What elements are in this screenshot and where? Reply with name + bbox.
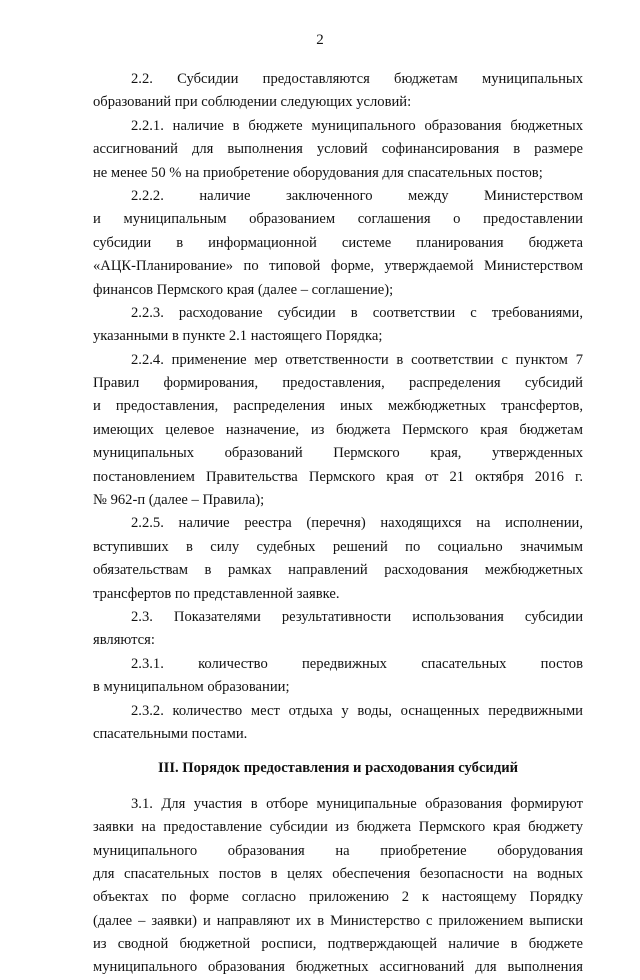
page-number: 2 bbox=[316, 32, 324, 48]
text-line: 2.2.3. расходование субсидии в соответствии с требованиями, bbox=[131, 304, 583, 321]
text-line: для спасательных постов в целях обеспечения безопасности на водных bbox=[93, 865, 583, 882]
text-line: и предоставления, распределения иных межбюджетных трансфертов, bbox=[93, 398, 583, 415]
text-line: заявки на предоставление субсидии из бюджета Пермского края бюджету bbox=[93, 819, 583, 836]
text-line: Правил формирования, предоставления, распределения субсидий bbox=[93, 375, 583, 392]
text-line: субсидии в информационной системе планирования бюджета bbox=[93, 234, 583, 251]
text-line: и муниципальным образованием соглашения о предоставлении bbox=[93, 211, 583, 228]
text-line: вступивших в силу судебных решений по социально значимым bbox=[93, 538, 583, 555]
text-line: ассигнований для выполнения условий софинансирования в размере bbox=[93, 141, 583, 158]
document-body bbox=[93, 68, 583, 980]
text-line: указанными в пункте 2.1 настоящего Порядка; bbox=[93, 328, 383, 345]
text-line: являются: bbox=[93, 632, 155, 649]
text-line: 2.2.4. применение мер ответственности в соответствии с пунктом 7 bbox=[131, 351, 583, 368]
text-line: муниципальных образований Пермского края, утвержденных bbox=[93, 445, 583, 462]
text-line: из сводной бюджетной росписи, подтверждающей наличие в бюджете bbox=[93, 936, 583, 953]
text-line: 2.3. Показателями результативности использования субсидии bbox=[131, 608, 583, 625]
text-line: 2.2. Субсидии предоставляются бюджетам муниципальных bbox=[131, 71, 583, 87]
section-heading: III. Порядок предоставления и расходования субсидий bbox=[157, 760, 519, 777]
text-line: 3.1. Для участия в отборе муниципальные образования формируют bbox=[131, 795, 583, 812]
text-line: обязательствам в рамках направлений расходования межбюджетных bbox=[93, 562, 583, 579]
text-line: 2.2.1. наличие в бюджете муниципального образования бюджетных bbox=[131, 117, 583, 134]
text-line: в муниципальном образовании; bbox=[93, 679, 290, 696]
text-line: 2.2.2. наличие заключенного между Министерством bbox=[131, 187, 583, 204]
text-line: не менее 50 % на приобретение оборудования для спасательных постов; bbox=[93, 164, 543, 181]
text-line: муниципального образования бюджетных ассигнований для выполнения bbox=[93, 959, 583, 976]
text-line: 2.2.5. наличие реестра (перечня) находящихся на исполнении, bbox=[131, 515, 583, 532]
text-line: (далее – заявки) и направляют их в Министерство с приложением выписки bbox=[93, 912, 583, 929]
text-line: № 962-п (далее – Правила); bbox=[93, 492, 265, 509]
text-line: 2.3.2. количество мест отдыха у воды, оснащенных передвижными bbox=[131, 702, 583, 719]
text-line: 2.3.1. количество передвижных спасательных постов bbox=[131, 655, 583, 672]
text-line: имеющих целевое назначение, из бюджета Пермского края бюджетам bbox=[93, 421, 583, 438]
text-line: спасательными постами. bbox=[93, 725, 248, 742]
text-line: объектах по форме согласно приложению 2 к настоящему Порядку bbox=[93, 889, 583, 906]
text-line: трансфертов по представленной заявке. bbox=[93, 585, 340, 602]
text-line: образований при соблюдении следующих условий: bbox=[93, 94, 412, 111]
text-line: постановлением Правительства Пермского края от 21 октября 2016 г. bbox=[93, 468, 583, 485]
text-line: «АЦК-Планирование» по типовой форме, утверждаемой Министерством bbox=[93, 258, 583, 275]
text-line: муниципального образования на приобретение оборудования bbox=[93, 842, 583, 859]
text-line: финансов Пермского края (далее – соглашение); bbox=[93, 281, 394, 298]
